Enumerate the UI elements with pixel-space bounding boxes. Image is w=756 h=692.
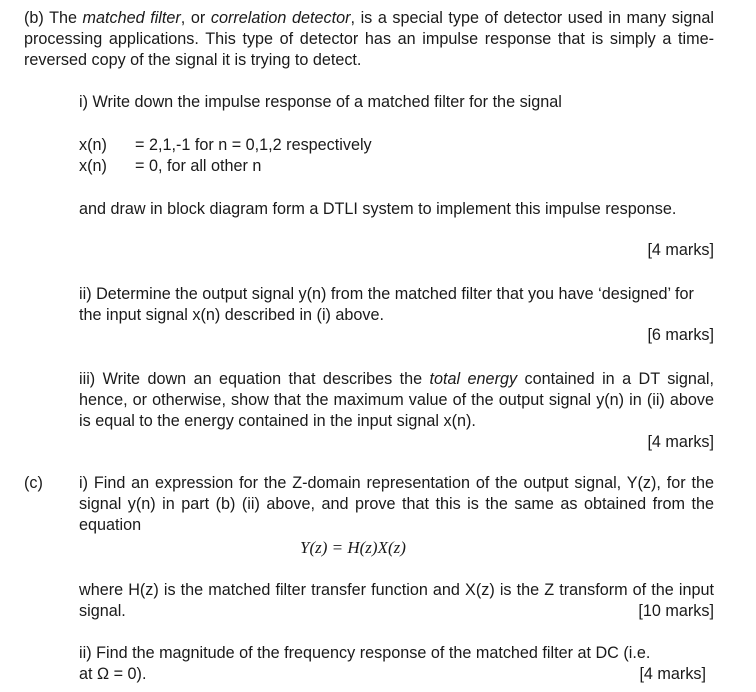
question-c-i: i) Find an expression for the Z-domain representation of the output signal, Y(z), for the signal y(n) in part (b) (ii) above, and prove that this is the same as obtained from the equation: [79, 474, 714, 534]
question-b-iii: [79, 369, 714, 432]
question-text: at Ω = 0).: [79, 665, 147, 683]
question-text: contained in a DT signal, hence, or otherwise, show that the maximum value of the output signal y(n) in (ii) above is equal to the energy contained in the input signal x(n).: [79, 370, 715, 430]
signal-eq-lhs: x(n): [79, 157, 107, 175]
question-c-ii: [79, 643, 719, 685]
part-b-intro: [24, 8, 714, 71]
marks-b-iii: [4 marks]: [647, 433, 714, 451]
question-b-i: i) Write down the impulse response of a matched filter for the signal: [79, 93, 562, 111]
intro-text: , or: [180, 9, 211, 27]
signal-eq-1: [79, 135, 372, 156]
signal-eq-rhs: = 0, for all other n: [135, 157, 262, 175]
question-text: ii) Find the magnitude of the frequency response of the matched filter at DC (i.e.: [79, 644, 651, 662]
part-c-label: (c): [24, 474, 43, 492]
intro-text: (b) The: [24, 9, 83, 27]
signal-definition: [79, 135, 372, 177]
intro-text: , is a special type of detector used in many signal processing applications. This type of detector has an impulse response that is simply a time-reversed copy of the signal it is trying to detect.: [24, 9, 714, 69]
marks-c-ii: [4 marks]: [639, 665, 706, 683]
question-text: iii) Write down an equation that describes the: [79, 370, 430, 388]
marks-c-i: [10 marks]: [638, 602, 714, 620]
signal-eq-rhs: = 2,1,-1 for n = 0,1,2 respectively: [135, 136, 372, 154]
signal-eq-lhs: x(n): [79, 136, 107, 154]
question-b-i-followup: and draw in block diagram form a DTLI system to implement this impulse response.: [79, 200, 677, 218]
term-correlation-detector: correlation detector: [210, 9, 351, 27]
question-c-i-followup: where H(z) is the matched filter transfer function and X(z) is the Z transform of the input signal.: [79, 581, 714, 620]
term-total-energy: total energy: [429, 370, 518, 388]
marks-b-i: [4 marks]: [647, 241, 714, 259]
signal-eq-2: [79, 156, 372, 177]
marks-b-ii: [6 marks]: [647, 326, 714, 344]
question-b-ii: ii) Determine the output signal y(n) from the matched filter that you have ‘designed’ for the input signal x(n) described in (i) above.: [79, 285, 694, 324]
term-matched-filter: matched filter: [82, 9, 181, 27]
equation-y-equals-hx: Y(z) = H(z)X(z): [300, 538, 406, 557]
